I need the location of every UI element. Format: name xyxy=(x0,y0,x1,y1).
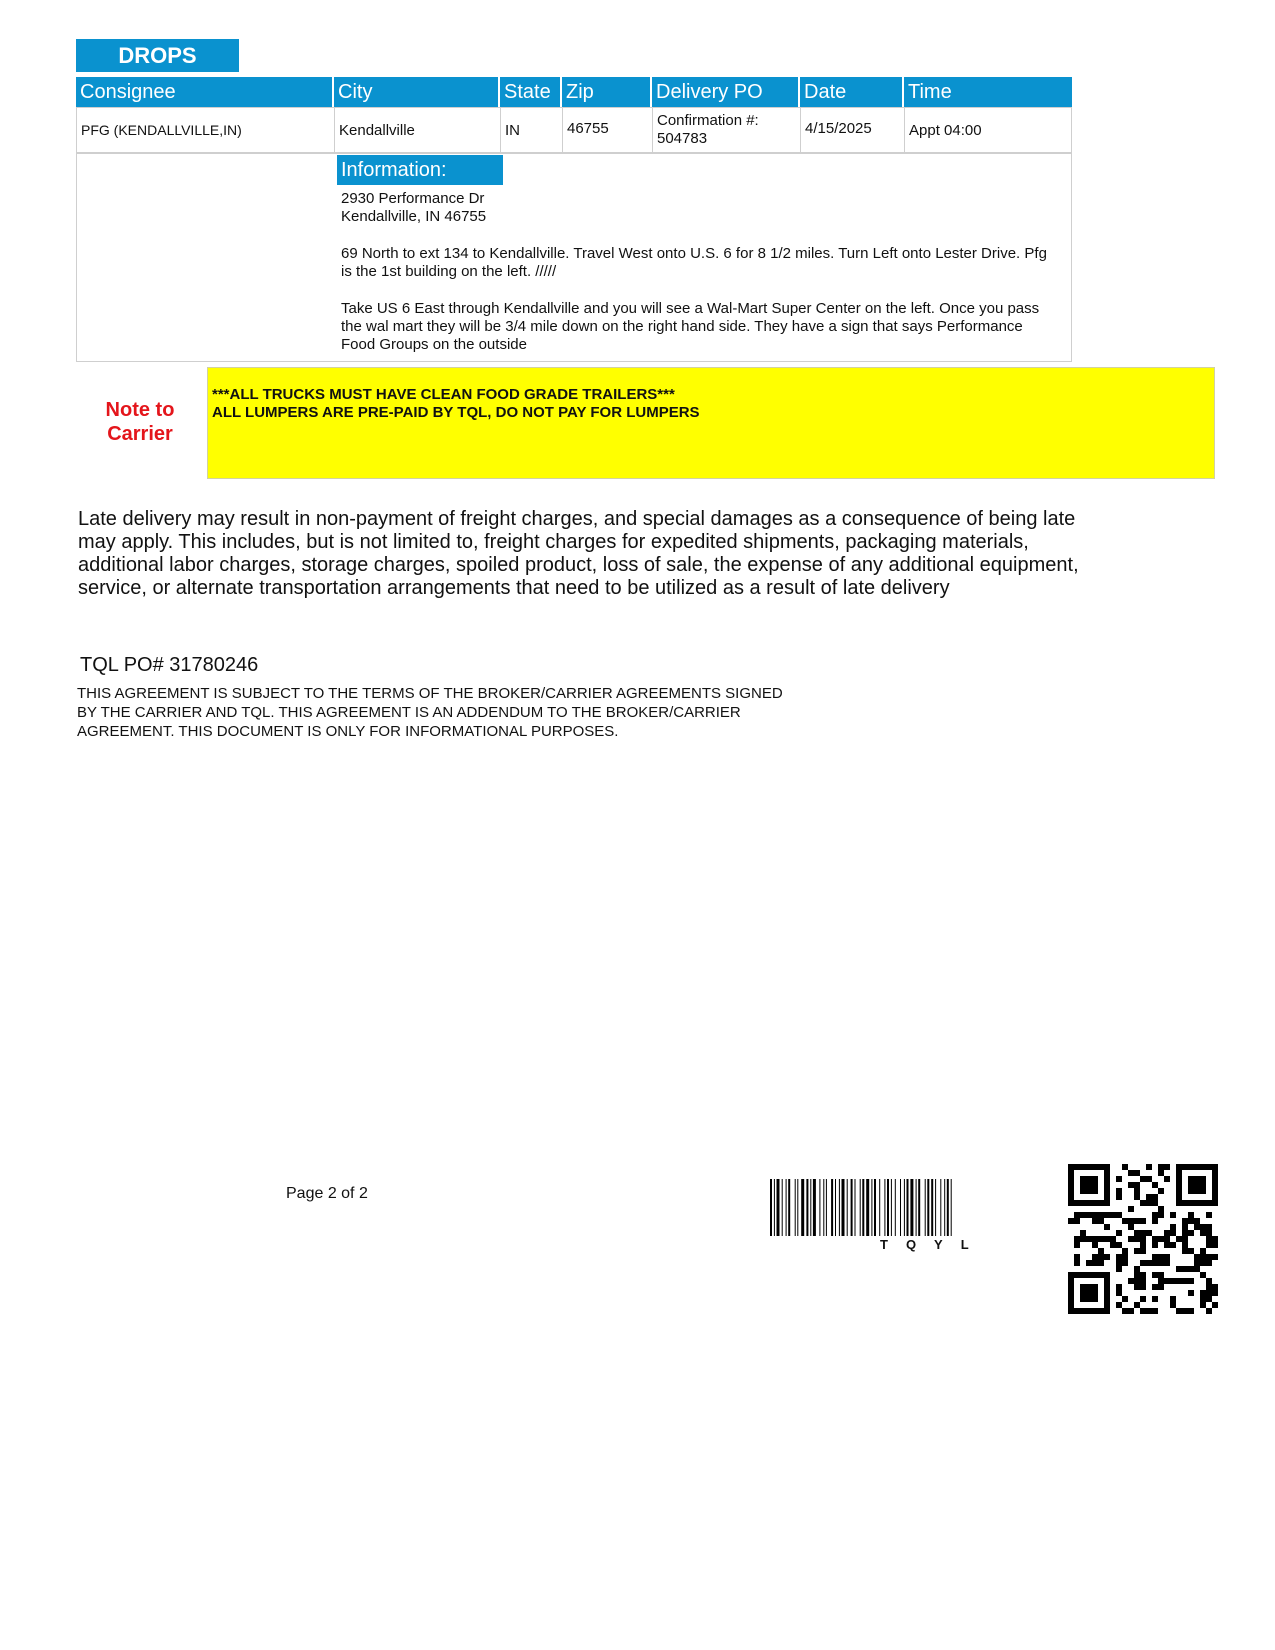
barcode-icon xyxy=(770,1179,1055,1239)
cell-date: 4/15/2025 xyxy=(801,108,905,152)
header-date: Date xyxy=(800,77,904,107)
drops-tab: DROPS xyxy=(76,39,239,72)
header-city: City xyxy=(334,77,500,107)
late-delivery-notice: Late delivery may result in non-payment of freight charges, and special damages as a consequence of being late may apply. This includes, but is not limited to, freight charges for expedited shipments, packaging materials, additional labor charges, storage charges, spoiled product, loss of sale, the expense of any additional equipment, service, or alternate transportation arrangements that need to be utilized as a result of late delivery xyxy=(78,508,1079,599)
header-state: State xyxy=(500,77,562,107)
address-line1: 2930 Performance Dr xyxy=(341,190,485,207)
directions-1: 69 North to ext 134 to Kendallville. Travel West onto U.S. 6 for 8 1/2 miles. Turn Left onto Lester Drive. Pfg is the 1st building on the left. ///// xyxy=(341,245,1047,280)
cell-time: Appt 04:00 xyxy=(909,121,982,139)
note-line2: ALL LUMPERS ARE PRE-PAID BY TQL, DO NOT PAY FOR LUMPERS xyxy=(212,404,700,421)
note-label-line2: Carrier xyxy=(107,423,173,445)
cell-zip: 46755 xyxy=(563,108,653,152)
note-label-line1: Note to xyxy=(105,399,175,421)
barcode-label: TQYL xyxy=(880,1237,987,1252)
information-box xyxy=(76,153,1072,362)
page-number: Page 2 of 2 xyxy=(286,1185,368,1202)
header-consignee: Consignee xyxy=(76,77,334,107)
tql-po-number: TQL PO# 31780246 xyxy=(80,654,259,676)
header-time: Time xyxy=(904,77,1072,107)
note-box xyxy=(207,367,1215,479)
information-header: Information: xyxy=(337,155,503,185)
address-line2: Kendallville, IN 46755 xyxy=(341,208,487,225)
header-zip: Zip xyxy=(562,77,652,107)
agreement-text: THIS AGREEMENT IS SUBJECT TO THE TERMS OF THE BROKER/CARRIER AGREEMENTS SIGNED BY THE CARRIER AND TQL. THIS AGREEMENT IS AN ADDENDUM TO THE BROKER/CARRIER AGREEMENT. THIS DOCUMENT IS ONLY FOR INFORMATIONAL PURPOSES. xyxy=(77,685,783,740)
cell-city: Kendallville xyxy=(335,108,501,152)
header-delivery-po: Delivery PO xyxy=(652,77,800,107)
cell-delivery-po: Confirmation #: 504783 xyxy=(653,108,801,152)
table-row xyxy=(76,107,1072,153)
note-to-carrier-label xyxy=(90,398,190,446)
cell-consignee: PFG (KENDALLVILLE,IN) xyxy=(77,108,335,152)
qr-code-icon xyxy=(1068,1164,1218,1314)
directions-2: Take US 6 East through Kendallville and you will see a Wal-Mart Super Center on the left. Once you pass the wal mart they will be 3/4 mile down on the right hand side. They have a sign that says Performance Food Groups on the outside xyxy=(341,300,1040,353)
note-line1: ***ALL TRUCKS MUST HAVE CLEAN FOOD GRADE TRAILERS*** xyxy=(212,386,675,403)
cell-state: IN xyxy=(501,108,563,152)
information-text xyxy=(341,190,1061,373)
